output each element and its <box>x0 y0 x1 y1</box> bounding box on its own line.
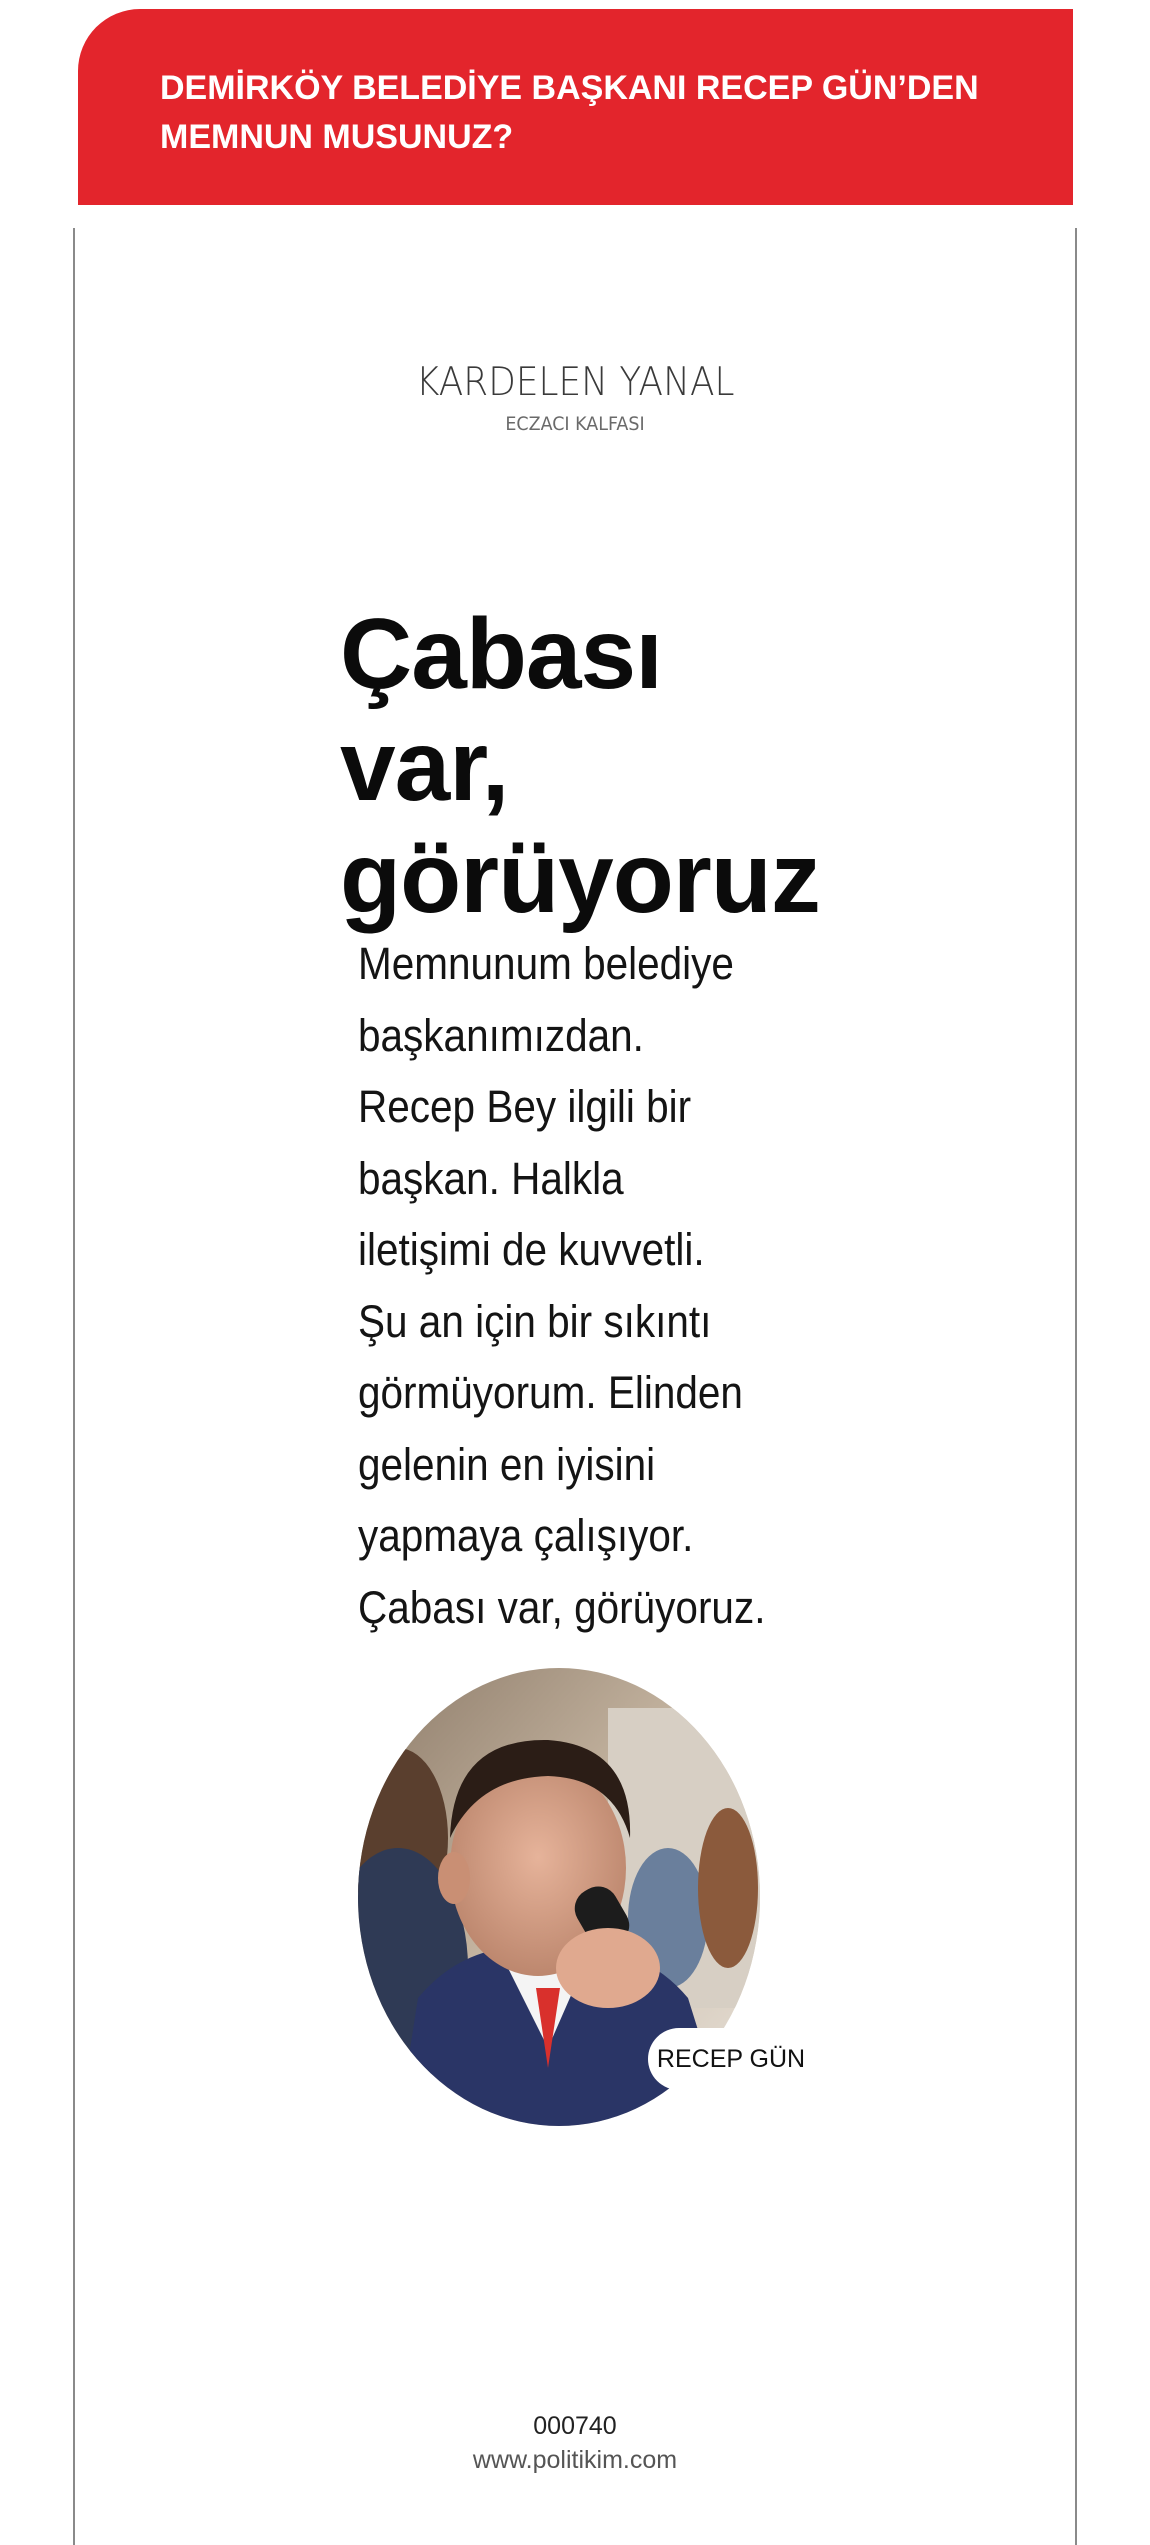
header-banner <box>78 9 1073 205</box>
quote-line: iletişimi de kuvvetli. <box>358 1224 705 1275</box>
footer <box>0 2410 1150 2476</box>
quote-line: başkanımızdan. <box>358 1009 644 1061</box>
quote-text <box>358 928 826 1643</box>
headline-line: Çabası <box>340 598 662 710</box>
quote-line: Çabası var, görüyoruz. <box>358 1581 766 1633</box>
banner-title: DEMİRKÖY BELEDİYE BAŞKANI RECEP GÜN’DEN MEMNUN MUSUNUZ? <box>160 69 979 156</box>
author-block <box>0 360 1150 435</box>
footer-code: 000740 <box>533 2412 617 2440</box>
frame-right-border <box>1075 228 1077 2545</box>
quote-line: Şu an için bir sıkıntı <box>358 1295 712 1347</box>
author-role: ECZACI KALFASI <box>505 413 645 435</box>
quote-line: görmüyorum. Elinden <box>358 1367 743 1418</box>
quote-line: başkan. Halkla <box>358 1152 624 1204</box>
quote-line: Memnunum belediye <box>358 938 734 989</box>
headline <box>340 598 880 934</box>
photo-caption: RECEP GÜN <box>656 2044 806 2073</box>
quote-line: gelenin en iyisini <box>358 1438 656 1490</box>
quote-line: yapmaya çalışıyor. <box>358 1510 694 1561</box>
headline-line: var, <box>340 710 509 822</box>
frame-left-border <box>73 228 75 2545</box>
footer-website: www.politikim.com <box>472 2446 678 2474</box>
author-name: KARDELEN YANAL <box>415 360 735 405</box>
quote-line: Recep Bey ilgili bir <box>358 1081 692 1132</box>
headline-line: görüyoruz <box>340 822 820 934</box>
photo-caption-tag <box>648 2028 814 2090</box>
